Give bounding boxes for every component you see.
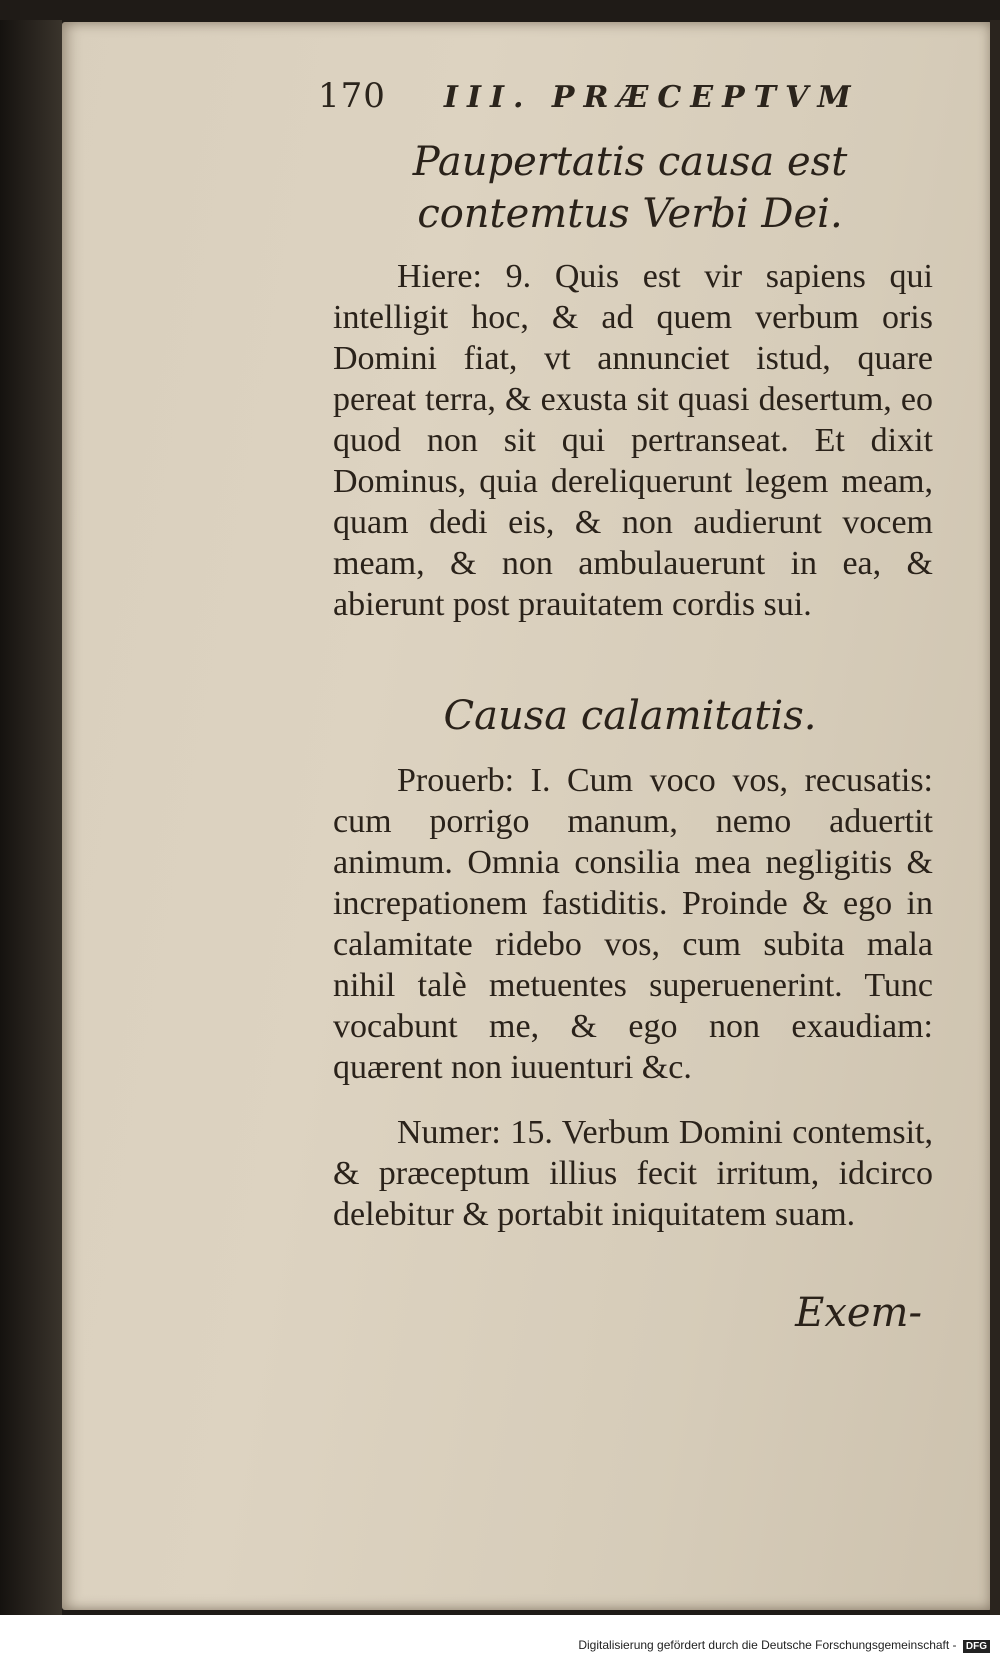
paragraph-hiere [333,256,933,625]
digitization-footer [0,1638,990,1653]
running-title: III. PRÆCEPTVM [443,80,860,115]
page-edge [990,20,1000,1615]
book-spine [0,20,62,1615]
paragraph-text: Hiere: 9. Quis est vir sapiens qui intelligit hoc, & ad quem verbum oris Domini fiat, vt annunciet istud, quare pereat terra, & exusta sit quasi desertum, eo quod non sit qui pertranseat. Et dixit Dominus, quia dereliquerunt legem meam, quam dedi eis, & non audierunt vocem meam, & non ambulauerunt in ea, & abierunt post prauitatem cordis sui. [333,258,933,623]
catchword: Exem- [795,1290,922,1336]
dfg-logo: DFG [963,1640,990,1653]
paragraph-text: Prouerb: I. Cum voco vos, recusatis: cum porrigo manum, nemo aduertit animum. Omnia consilia mea negligitis & increpationem fastiditis. Proinde & ego in calamitate ridebo vos, cum subita mala nihil talè metuentes superuenerint. Tunc vocabunt me, & ego non exaudiam: quærent non iuuenturi &c. [333,762,933,1086]
paragraph-text: Numer: 15. Verbum Domini contemsit, & præceptum illius fecit irritum, idcirco delebitur & portabit iniquitatem suam. [333,1114,933,1233]
paragraph-prouerb [333,760,933,1088]
section-heading-calamity: Causa calamitatis. [443,693,817,739]
page-header [318,76,918,116]
section-heading-poverty: Paupertatis causa est contemtus Verbi Dei. [412,139,848,237]
paragraph-numer [333,1112,933,1235]
page-number: 170 [318,76,386,116]
footer-credit: Digitalisierung gefördert durch die Deutsche Forschungsgemeinschaft - [578,1638,957,1652]
